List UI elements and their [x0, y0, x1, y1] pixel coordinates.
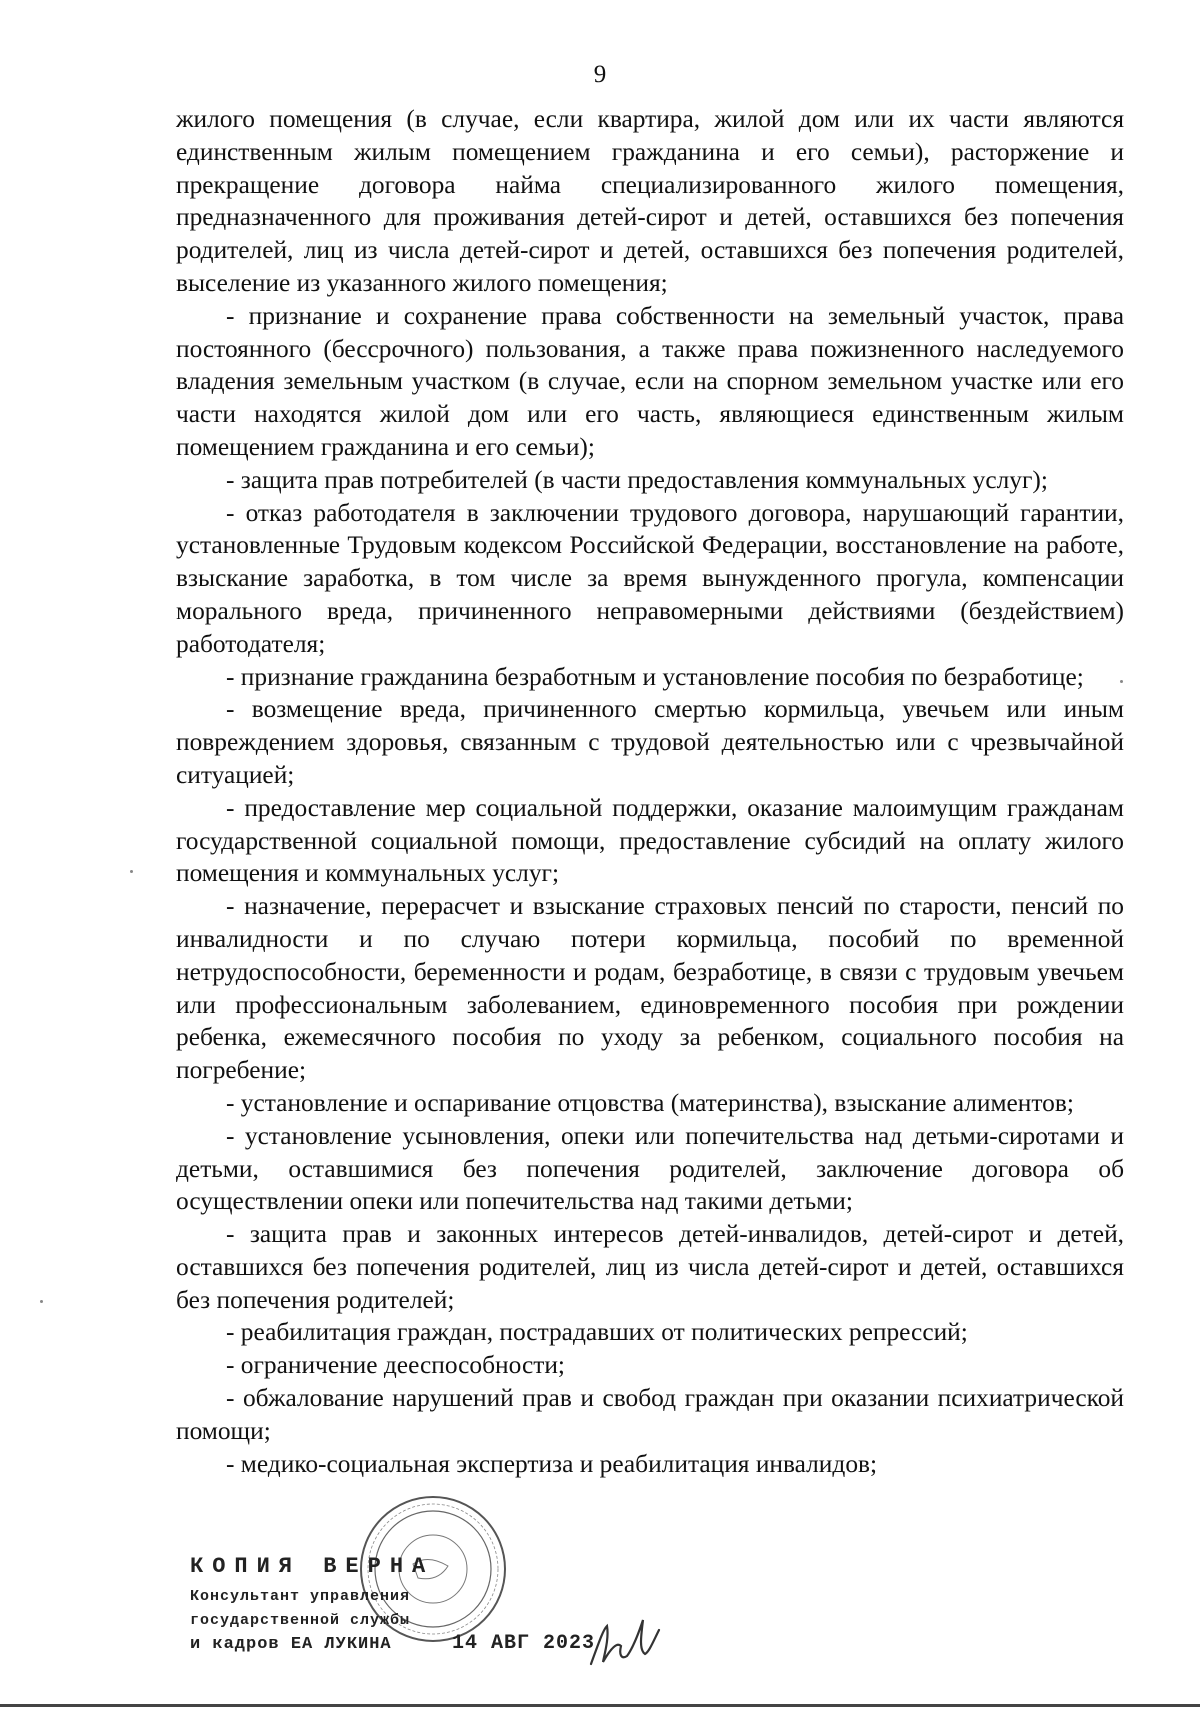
- paragraph: - ограничение дееспособности;: [226, 1351, 565, 1380]
- handwritten-signature-icon: [585, 1612, 665, 1672]
- paragraph: - предоставление мер социальной поддержки, оказание малоимущим гражданам государственной социальной помощи, предоставление субсидий на оплату жилого помещения и коммунальных услуг;: [176, 793, 1124, 888]
- certifier-department: государственной службы: [190, 1612, 411, 1629]
- scan-artifact: [1120, 680, 1123, 683]
- paragraph: - признание и сохранение права собственности на земельный участок, права постоянного (бессрочного) пользования, а также права пожизненного наследуемого владения земельным участком (в случае, если на спорном земельном участке или его части находятся жилой дом или его часть, являющиеся единственным жилым помещением гражданина и его семьи);: [176, 301, 1124, 461]
- certification-title: КОПИЯ ВЕРНА: [190, 1554, 435, 1579]
- paragraph: - установление усыновления, опеки или попечительства над детьми-сиротами и детьми, оставшимися без попечения родителей, заключение договора об осуществлении опеки или попечительства над такими детьми;: [176, 1121, 1124, 1216]
- paragraph: - признание гражданина безработным и установление пособия по безработице;: [226, 662, 1084, 691]
- certification-date: 14 АВГ 2023: [452, 1632, 596, 1655]
- scan-artifact: [130, 870, 133, 873]
- paragraph: - обжалование нарушений прав и свобод граждан при оказании психиатрической помощи;: [176, 1384, 1124, 1445]
- certifier-name: и кадров ЕА ЛУКИНА: [190, 1635, 392, 1654]
- paragraph: - отказ работодателя в заключении трудового договора, нарушающий гарантии, установленные Трудовым кодексом Российской Федерации, восстановление на работе, взыскание заработка, в том числе за время вынужденного прогула, компенсации морального вреда, причиненного неправомерными действиями (бездействием) работодателя;: [176, 498, 1124, 658]
- paragraph: - назначение, перерасчет и взыскание страховых пенсий по старости, пенсий по инвалидности и по случаю потери кормильца, пособий по временной нетрудоспособности, беременности и родам, безработице, в связи с трудовым увечьем или профессиональным заболеванием, единовременного пособия при рождении ребенка, ежемесячного пособия по уходу за ребенком, социального пособия на погребение;: [176, 892, 1124, 1085]
- scan-artifact: [40, 1300, 43, 1303]
- paragraph: - защита прав и законных интересов детей-инвалидов, детей-сирот и детей, оставшихся без попечения родителей, лиц из числа детей-сирот и детей, оставшихся без попечения родителей;: [176, 1220, 1124, 1314]
- certifier-position: Консультант управления: [190, 1588, 411, 1605]
- document-body: [176, 103, 1124, 1480]
- paragraph: - медико-социальная экспертиза и реабилитация инвалидов;: [226, 1449, 878, 1478]
- certification-stamp: [190, 1556, 620, 1696]
- paragraph: - защита прав потребителей (в части предоставления коммунальных услуг);: [226, 465, 1048, 494]
- paragraph: - установление и оспаривание отцовства (материнства), взыскание алиментов;: [226, 1088, 1074, 1117]
- paragraph: - реабилитация граждан, пострадавших от политических репрессий;: [226, 1318, 968, 1347]
- page-number: 9: [593, 61, 607, 88]
- paragraph: жилого помещения (в случае, если квартира, жилой дом или их части являются единственным жилым помещением гражданина и его семьи), расторжение и прекращение договора найма специализированного жилого помещения, предназначенного для проживания детей-сирот и детей, оставшихся без попечения родителей, лиц из числа детей-сирот и детей, оставшихся без попечения родителей, выселение из указанного жилого помещения;: [176, 105, 1124, 297]
- scan-bottom-edge: [0, 1704, 1200, 1707]
- paragraph: - возмещение вреда, причиненного смертью кормильца, увечьем или иным повреждением здоровья, связанным с трудовой деятельностью или с чрезвычайной ситуацией;: [176, 695, 1124, 789]
